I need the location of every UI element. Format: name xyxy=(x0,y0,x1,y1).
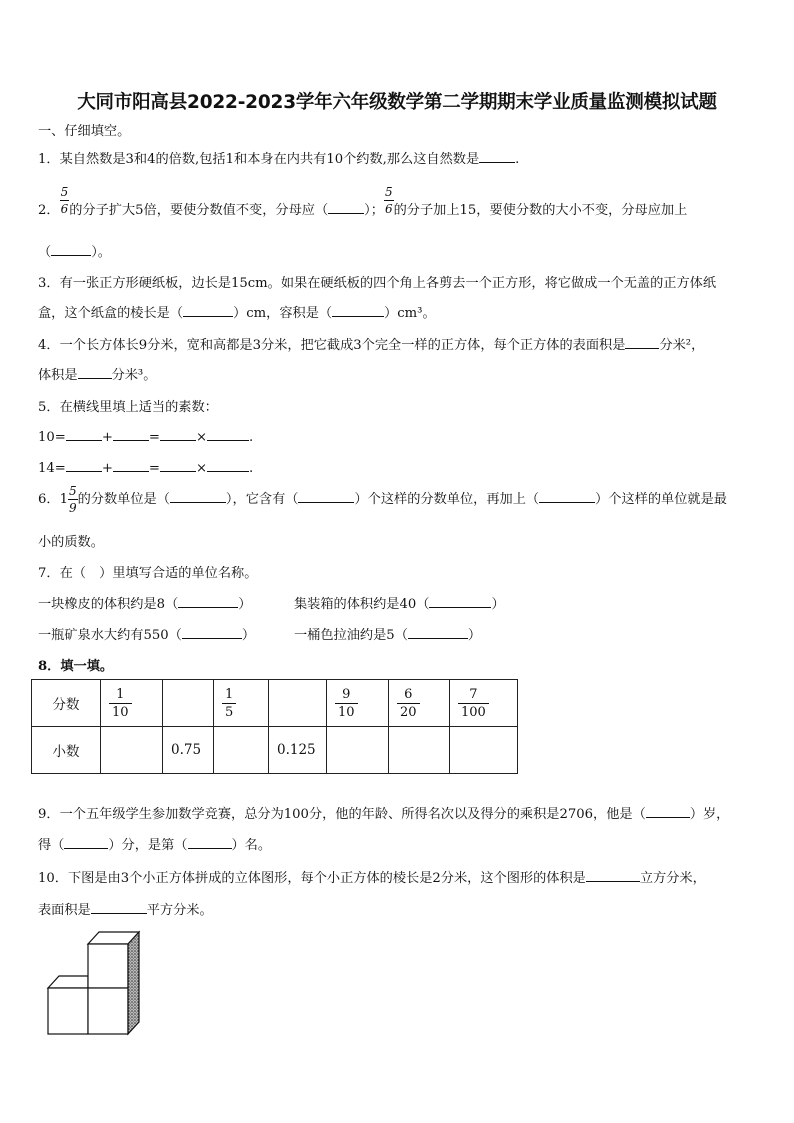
q6-fraction: $\frac{5}{9}$ xyxy=(68,484,77,515)
q5-row-14 xyxy=(38,459,253,476)
q2-text-b: ）； xyxy=(364,203,384,218)
question-1 xyxy=(38,148,519,167)
q7-blank-4[interactable] xyxy=(408,626,468,639)
fraction-cell[interactable] xyxy=(269,680,327,727)
times-sign: × xyxy=(195,461,208,476)
decimal-cell[interactable] xyxy=(327,727,389,774)
q2-blank-2[interactable] xyxy=(51,243,91,256)
question-7: 7．在（ ）里填写合适的单位名称。 xyxy=(38,566,258,581)
q9-text-d: ）分，是第（ xyxy=(108,838,188,853)
row-header-decimal: 小数 xyxy=(32,727,101,774)
q7-item-3 xyxy=(38,624,255,643)
times-sign: × xyxy=(195,430,208,445)
question-3: 3．有一张正方形硬纸板，边长是15cm。如果在硬纸板的四个角上各剪去一个正方形，将它做成一个无盖的正方体纸 xyxy=(38,276,717,291)
q10-text-c: 表面积是 xyxy=(38,903,91,918)
q9-blank-1[interactable] xyxy=(646,805,690,818)
q2-text-a: 的分子扩大5倍，要使分数值不变，分母应（ xyxy=(69,203,329,218)
question-2 xyxy=(38,185,688,225)
page-title: 大同市阳高县2022-2023学年六年级数学第二学期期末学业质量监测模拟试题 xyxy=(77,92,717,113)
right-side-face xyxy=(128,932,139,1034)
fraction: $\frac{6}{20}$ xyxy=(397,688,420,719)
fraction-decimal-table xyxy=(31,679,518,774)
q5-blank[interactable] xyxy=(160,428,196,441)
q5-row-14-label: 14= xyxy=(38,461,66,476)
q4-blank-1[interactable] xyxy=(625,336,659,349)
question-5: 5．在横线里填上适当的素数： xyxy=(38,400,218,415)
plus-sign: + xyxy=(101,430,113,445)
q5-blank[interactable] xyxy=(113,459,149,472)
q7-item-2-text: 集装箱的体积约是40（ xyxy=(294,597,430,612)
q6-blank-3[interactable] xyxy=(539,490,595,503)
q5-blank[interactable] xyxy=(66,459,102,472)
upper-cube-front xyxy=(88,944,128,988)
table-row xyxy=(32,680,518,727)
q2-fraction-2: $\frac{5}{6}$ xyxy=(384,185,393,216)
q7-item-1-text: 一块橡皮的体积约是8（ xyxy=(38,597,179,612)
q9-text-c: 得（ xyxy=(38,838,65,853)
section-heading: 一、仔细填空。 xyxy=(38,124,131,139)
q3-blank-2[interactable] xyxy=(332,304,384,317)
q3-text-c: ）cm，容积是（ xyxy=(233,306,333,321)
plus-sign: + xyxy=(101,461,113,476)
row-header-fraction: 分数 xyxy=(32,680,101,727)
q5-blank[interactable] xyxy=(113,428,149,441)
q7-item-4 xyxy=(294,624,481,643)
q6-blank-1[interactable] xyxy=(170,490,226,503)
q5-blank[interactable] xyxy=(207,428,249,441)
decimal-cell[interactable] xyxy=(214,727,269,774)
table-row xyxy=(32,727,518,774)
q5-row-10-label: 10= xyxy=(38,430,66,445)
fraction-cell[interactable] xyxy=(389,680,450,727)
lower-left-cube-front xyxy=(48,988,88,1034)
q6-text-c: ）个这样的分数单位，再加上（ xyxy=(354,492,540,507)
cube-figure xyxy=(44,926,148,1038)
q10-blank-1[interactable] xyxy=(586,869,640,882)
q6-blank-2[interactable] xyxy=(298,490,354,503)
q7-blank-2[interactable] xyxy=(429,595,491,608)
decimal-cell[interactable]: 0.125 xyxy=(269,727,327,774)
q2-text-d: （ xyxy=(38,245,52,260)
q5-row-10 xyxy=(38,428,253,445)
q1-text: 1．某自然数是3和4的倍数,包括1和本身在内共有10个约数,那么这自然数是 xyxy=(38,152,480,167)
question-6-cont: 小的质数。 xyxy=(38,535,104,550)
q5-blank[interactable] xyxy=(66,428,102,441)
q6-text-b: ），它含有（ xyxy=(225,492,299,507)
q7-close-paren: ） xyxy=(467,628,482,643)
q6-number: 6． xyxy=(38,492,60,507)
fraction-cell[interactable] xyxy=(101,680,163,727)
q7-blank-1[interactable] xyxy=(178,595,238,608)
q7-item-4-text: 一桶色拉油约是5（ xyxy=(294,628,408,643)
q4-text-c: 体积是 xyxy=(38,368,78,383)
q5-blank[interactable] xyxy=(207,459,249,472)
q10-text-d: 平方分米。 xyxy=(146,903,213,918)
q2-text-c: 的分子加上15，要使分数的大小不变，分母应加上 xyxy=(393,203,688,218)
q10-text-a: 10．下图是由3个小正方体拼成的立体图形，每个小正方体的棱长是2分米，这个图形的体积是 xyxy=(38,871,586,886)
lower-cube-top xyxy=(48,976,88,988)
q4-text-b: 分米²， xyxy=(659,338,705,353)
q9-text-a: 9．一个五年级学生参加数学竞赛，总分为100分，他的年龄、所得名次以及得分的乘积是2706，他是（ xyxy=(38,807,646,822)
q7-item-3-text: 一瓶矿泉水大约有550（ xyxy=(38,628,182,643)
fraction: $\frac{9}{10}$ xyxy=(335,688,358,719)
decimal-cell[interactable] xyxy=(389,727,450,774)
q6-text-a: 的分数单位是（ xyxy=(77,492,170,507)
q10-blank-2[interactable] xyxy=(91,901,147,914)
question-10-cont xyxy=(38,899,213,918)
fraction: $\frac{7}{100}$ xyxy=(458,688,489,719)
q10-text-b: 立方分米， xyxy=(639,871,706,886)
decimal-cell[interactable] xyxy=(450,727,518,774)
q3-text-b: 盒，这个纸盒的棱长是（ xyxy=(38,306,184,321)
question-4-cont xyxy=(38,364,156,383)
question-9-cont xyxy=(38,834,271,853)
lower-right-cube-front xyxy=(88,988,128,1034)
q3-blank-1[interactable] xyxy=(183,304,233,317)
q9-blank-2[interactable] xyxy=(64,836,108,849)
q6-mixed-whole: 1 xyxy=(59,492,68,507)
decimal-cell[interactable] xyxy=(101,727,163,774)
period: . xyxy=(249,430,254,445)
q9-text-b: ）岁， xyxy=(689,807,730,822)
question-9 xyxy=(38,803,729,822)
question-2-cont xyxy=(38,241,111,260)
question-3-cont xyxy=(38,302,436,321)
question-8: 8．填一填。 xyxy=(38,659,114,674)
q1-blank[interactable] xyxy=(479,150,515,163)
q9-text-e: ）名。 xyxy=(231,838,272,853)
q2-fraction-1: $\frac{5}{6}$ xyxy=(60,185,69,216)
q9-blank-3[interactable] xyxy=(188,836,232,849)
q5-blank[interactable] xyxy=(160,459,196,472)
q7-close-paren: ） xyxy=(241,628,256,643)
q2-text-e: ）。 xyxy=(91,245,111,260)
fraction: $\frac{1}{5}$ xyxy=(222,688,236,719)
q7-item-1 xyxy=(38,593,251,612)
question-4 xyxy=(38,334,704,353)
equals-sign: = xyxy=(148,430,160,445)
q4-blank-2[interactable] xyxy=(78,366,112,379)
q2-blank-1[interactable] xyxy=(328,201,364,214)
fraction-cell[interactable] xyxy=(163,680,214,727)
q3-text-d: ）cm³。 xyxy=(384,306,436,321)
fraction: $\frac{1}{10}$ xyxy=(109,688,132,719)
question-10 xyxy=(38,867,706,886)
period: . xyxy=(249,461,254,476)
q4-text-d: 分米³。 xyxy=(111,368,157,383)
q7-close-paren: ） xyxy=(238,597,252,612)
question-6 xyxy=(38,485,727,514)
q1-end: . xyxy=(515,152,520,167)
fraction-cell[interactable] xyxy=(214,680,269,727)
q2-number: 2． xyxy=(38,203,60,218)
fraction-cell[interactable] xyxy=(327,680,389,727)
equals-sign: = xyxy=(148,461,160,476)
fraction-cell[interactable] xyxy=(450,680,518,727)
q7-item-2 xyxy=(294,593,505,612)
q6-text-d: ）个这样的单位就是最 xyxy=(595,492,727,507)
decimal-cell[interactable]: 0.75 xyxy=(163,727,214,774)
q4-text-a: 4．一个长方体长9分米，宽和高都是3分米，把它截成3个完全一样的正方体，每个正方体的表面积是 xyxy=(38,338,626,353)
q7-close-paren: ） xyxy=(491,597,505,612)
q7-blank-3[interactable] xyxy=(182,626,242,639)
